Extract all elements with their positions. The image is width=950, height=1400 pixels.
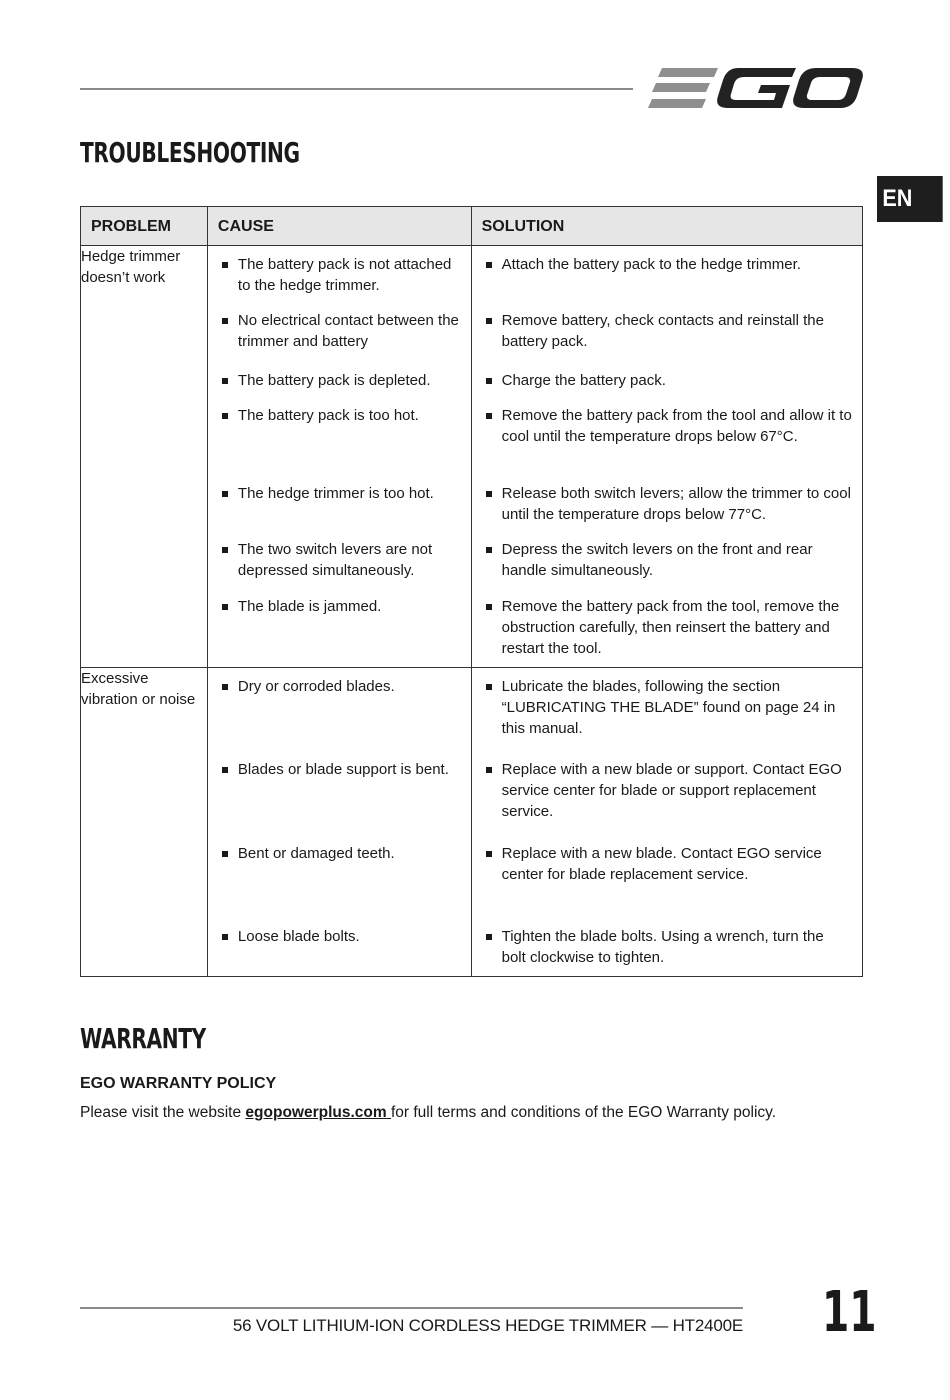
warranty-website-link[interactable]: egopowerplus.com <box>245 1104 391 1121</box>
warranty-text-after: for full terms and conditions of the EGO Warranty policy. <box>390 1104 777 1121</box>
solution-item: Release both switch levers; allow the trimmer to cool until the temperature drops below 77°C. <box>482 483 852 539</box>
cause-item: The battery pack is depleted. <box>218 370 461 405</box>
solution-item: Replace with a new blade. Contact EGO service center for blade replacement service. <box>482 843 852 926</box>
cause-item: Bent or damaged teeth. <box>218 843 461 926</box>
solution-item: Remove the battery pack from the tool and allow it to cool until the temperature drops below 67°C. <box>482 405 852 483</box>
cause-cell <box>207 668 471 977</box>
table-header-row <box>81 207 863 246</box>
cause-item: The battery pack is too hot. <box>218 405 461 483</box>
column-header-solution: SOLUTION <box>471 207 862 246</box>
warranty-subtitle: EGO WARRANTY POLICY <box>80 1075 277 1092</box>
cause-item: No electrical contact between the trimmer and battery <box>218 310 461 370</box>
column-header-problem: PROBLEM <box>81 207 208 246</box>
solution-item: Depress the switch levers on the front and rear handle simultaneously. <box>482 539 852 596</box>
cause-item: The battery pack is not attached to the hedge trimmer. <box>218 254 461 310</box>
warranty-text <box>80 1104 776 1122</box>
column-header-cause: CAUSE <box>207 207 471 246</box>
warranty-text-before: Please visit the website <box>80 1104 246 1121</box>
cause-cell <box>207 246 471 668</box>
cause-item: The hedge trimmer is too hot. <box>218 483 461 539</box>
page-number: 11 <box>822 1280 877 1345</box>
troubleshooting-title: TROUBLESHOOTING <box>80 136 300 169</box>
language-tab: EN <box>877 176 943 222</box>
troubleshooting-table <box>80 206 863 977</box>
cause-item: Blades or blade support is bent. <box>218 759 461 843</box>
table-row <box>81 668 863 977</box>
cause-item: The two switch levers are not depressed simultaneously. <box>218 539 461 596</box>
solution-item: Replace with a new blade or support. Contact EGO service center for blade or support replacement service. <box>482 759 852 843</box>
solution-item: Charge the battery pack. <box>482 370 852 405</box>
solution-item: Remove battery, check contacts and reinstall the battery pack. <box>482 310 852 370</box>
solution-item: Lubricate the blades, following the section “LUBRICATING THE BLADE” found on page 24 in this manual. <box>482 676 852 759</box>
problem-cell: Excessive vibration or noise <box>81 668 208 977</box>
header-rule <box>80 88 633 90</box>
footer-product-title: 56 VOLT LITHIUM-ION CORDLESS HEDGE TRIMMER — HT2400E <box>232 1316 743 1335</box>
solution-cell <box>471 668 862 977</box>
cause-item: Dry or corroded blades. <box>218 676 461 759</box>
cause-item: Loose blade bolts. <box>218 926 461 968</box>
solution-item: Attach the battery pack to the hedge trimmer. <box>482 254 852 310</box>
warranty-title: WARRANTY <box>80 1022 206 1055</box>
solution-cell <box>471 246 862 668</box>
ego-logo <box>648 62 864 114</box>
table-row <box>81 246 863 668</box>
solution-item: Remove the battery pack from the tool, remove the obstruction carefully, then reinsert the battery and restart the tool. <box>482 596 852 659</box>
cause-item: The blade is jammed. <box>218 596 461 659</box>
solution-item: Tighten the blade bolts. Using a wrench, turn the bolt clockwise to tighten. <box>482 926 852 968</box>
problem-cell: Hedge trimmer doesn’t work <box>81 246 208 668</box>
footer-rule <box>80 1307 743 1309</box>
